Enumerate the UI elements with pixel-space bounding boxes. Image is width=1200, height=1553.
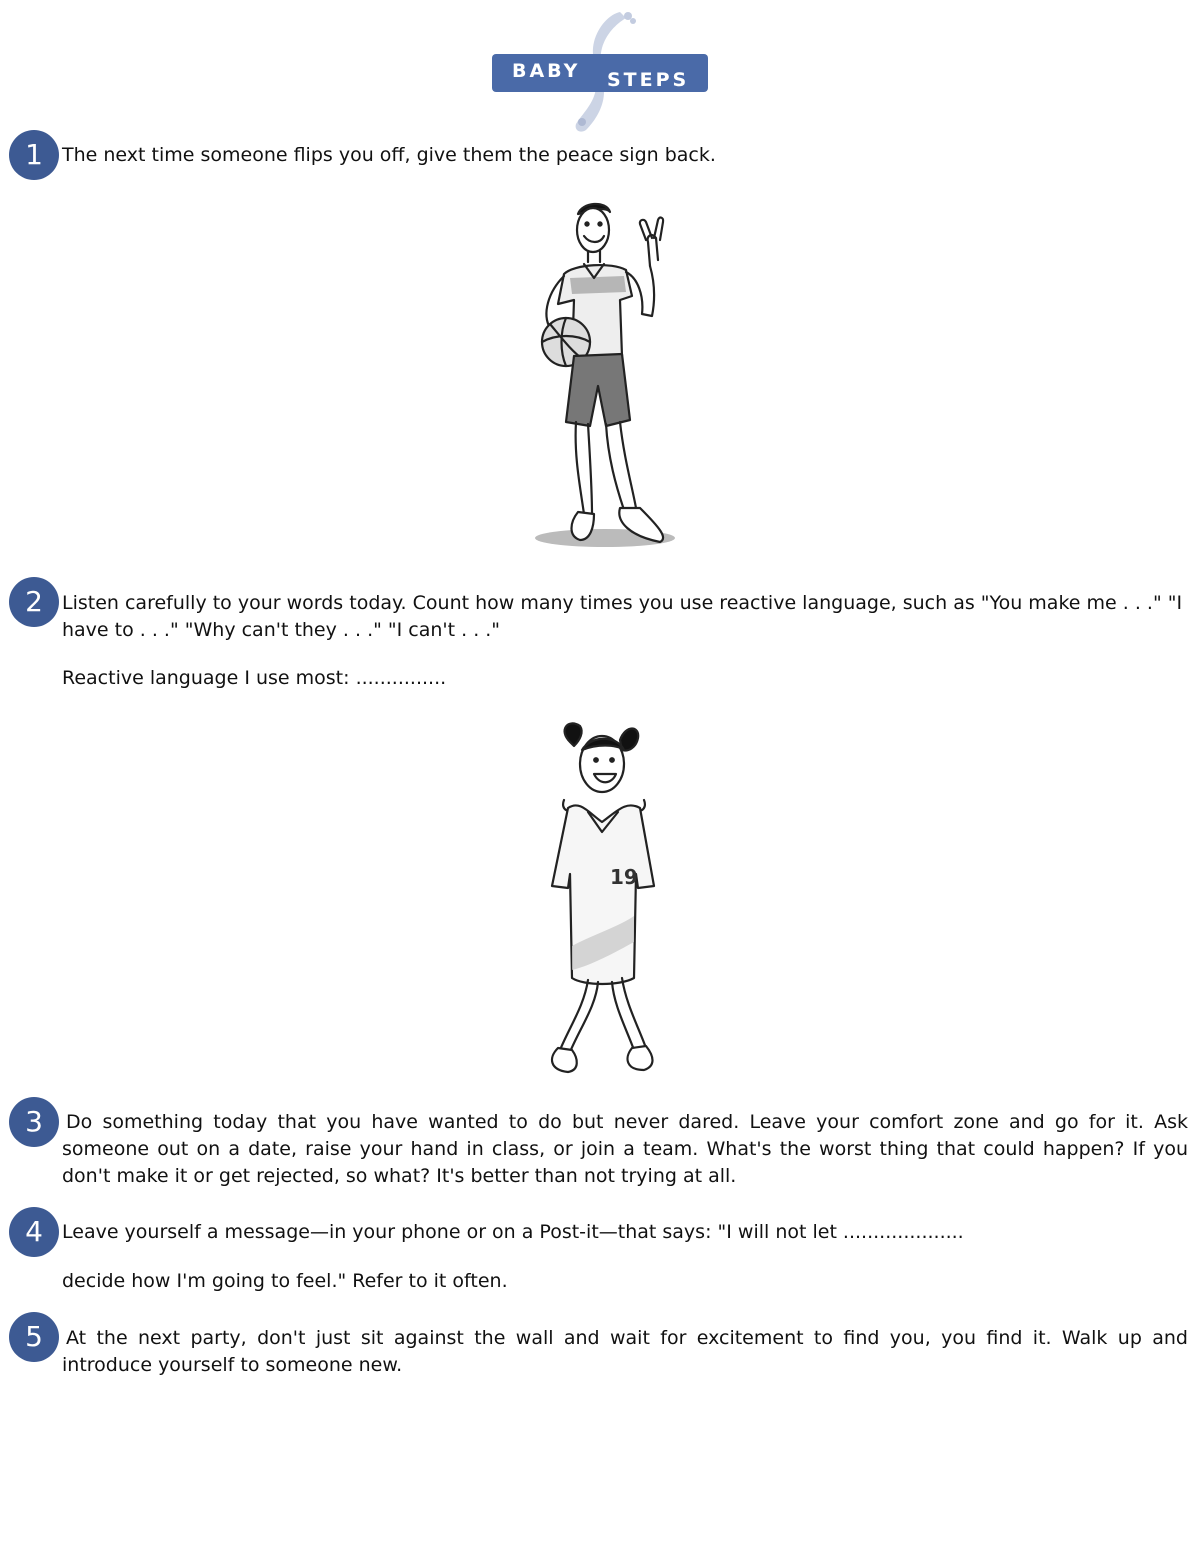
footprint-icon (470, 6, 730, 136)
step-4-continuation: decide how I'm going to feel." Refer to it often. (62, 1270, 508, 1292)
girl-holding-jersey-illustration (540, 716, 670, 1082)
jersey-number: 19 (610, 865, 638, 889)
step-2-badge: 2 (9, 577, 59, 627)
step-5-text: At the next party, don't just sit against the wall and wait for excitement to find you, you find it. Walk up and introduce yourself to someone new. (62, 1327, 1188, 1376)
baby-steps-logo (470, 6, 730, 136)
step-3-text: Do something today that you have wanted to do but never dared. Leave your comfort zone and go for it. Ask someone out on a date, raise your hand in class, or join a team. What's the worst thing that could happen? If you don't make it or get rejected, so what? It's better than not trying at all. (62, 1111, 1188, 1187)
step-2-prompt: Reactive language I use most: ............... (62, 667, 447, 689)
step-4-badge: 4 (9, 1207, 59, 1257)
peace-sign-boy-illustration (520, 196, 690, 560)
step-2-text: Listen carefully to your words today. Count how many times you use reactive language, such as "You make me . . ." "I have to . . ." "Why can't they . . ." "I can't . . ." (62, 592, 1183, 641)
logo-word-baby: BABY (512, 60, 581, 82)
step-4-text: Leave yourself a message—in your phone or on a Post-it—that says: "I will not let .................... (62, 1221, 964, 1243)
step-5-badge: 5 (9, 1312, 59, 1362)
logo-word-steps: STEPS (607, 69, 690, 91)
step-3-badge: 3 (9, 1097, 59, 1147)
step-1-text: The next time someone flips you off, give them the peace sign back. (62, 144, 716, 166)
step-1-badge: 1 (9, 130, 59, 180)
